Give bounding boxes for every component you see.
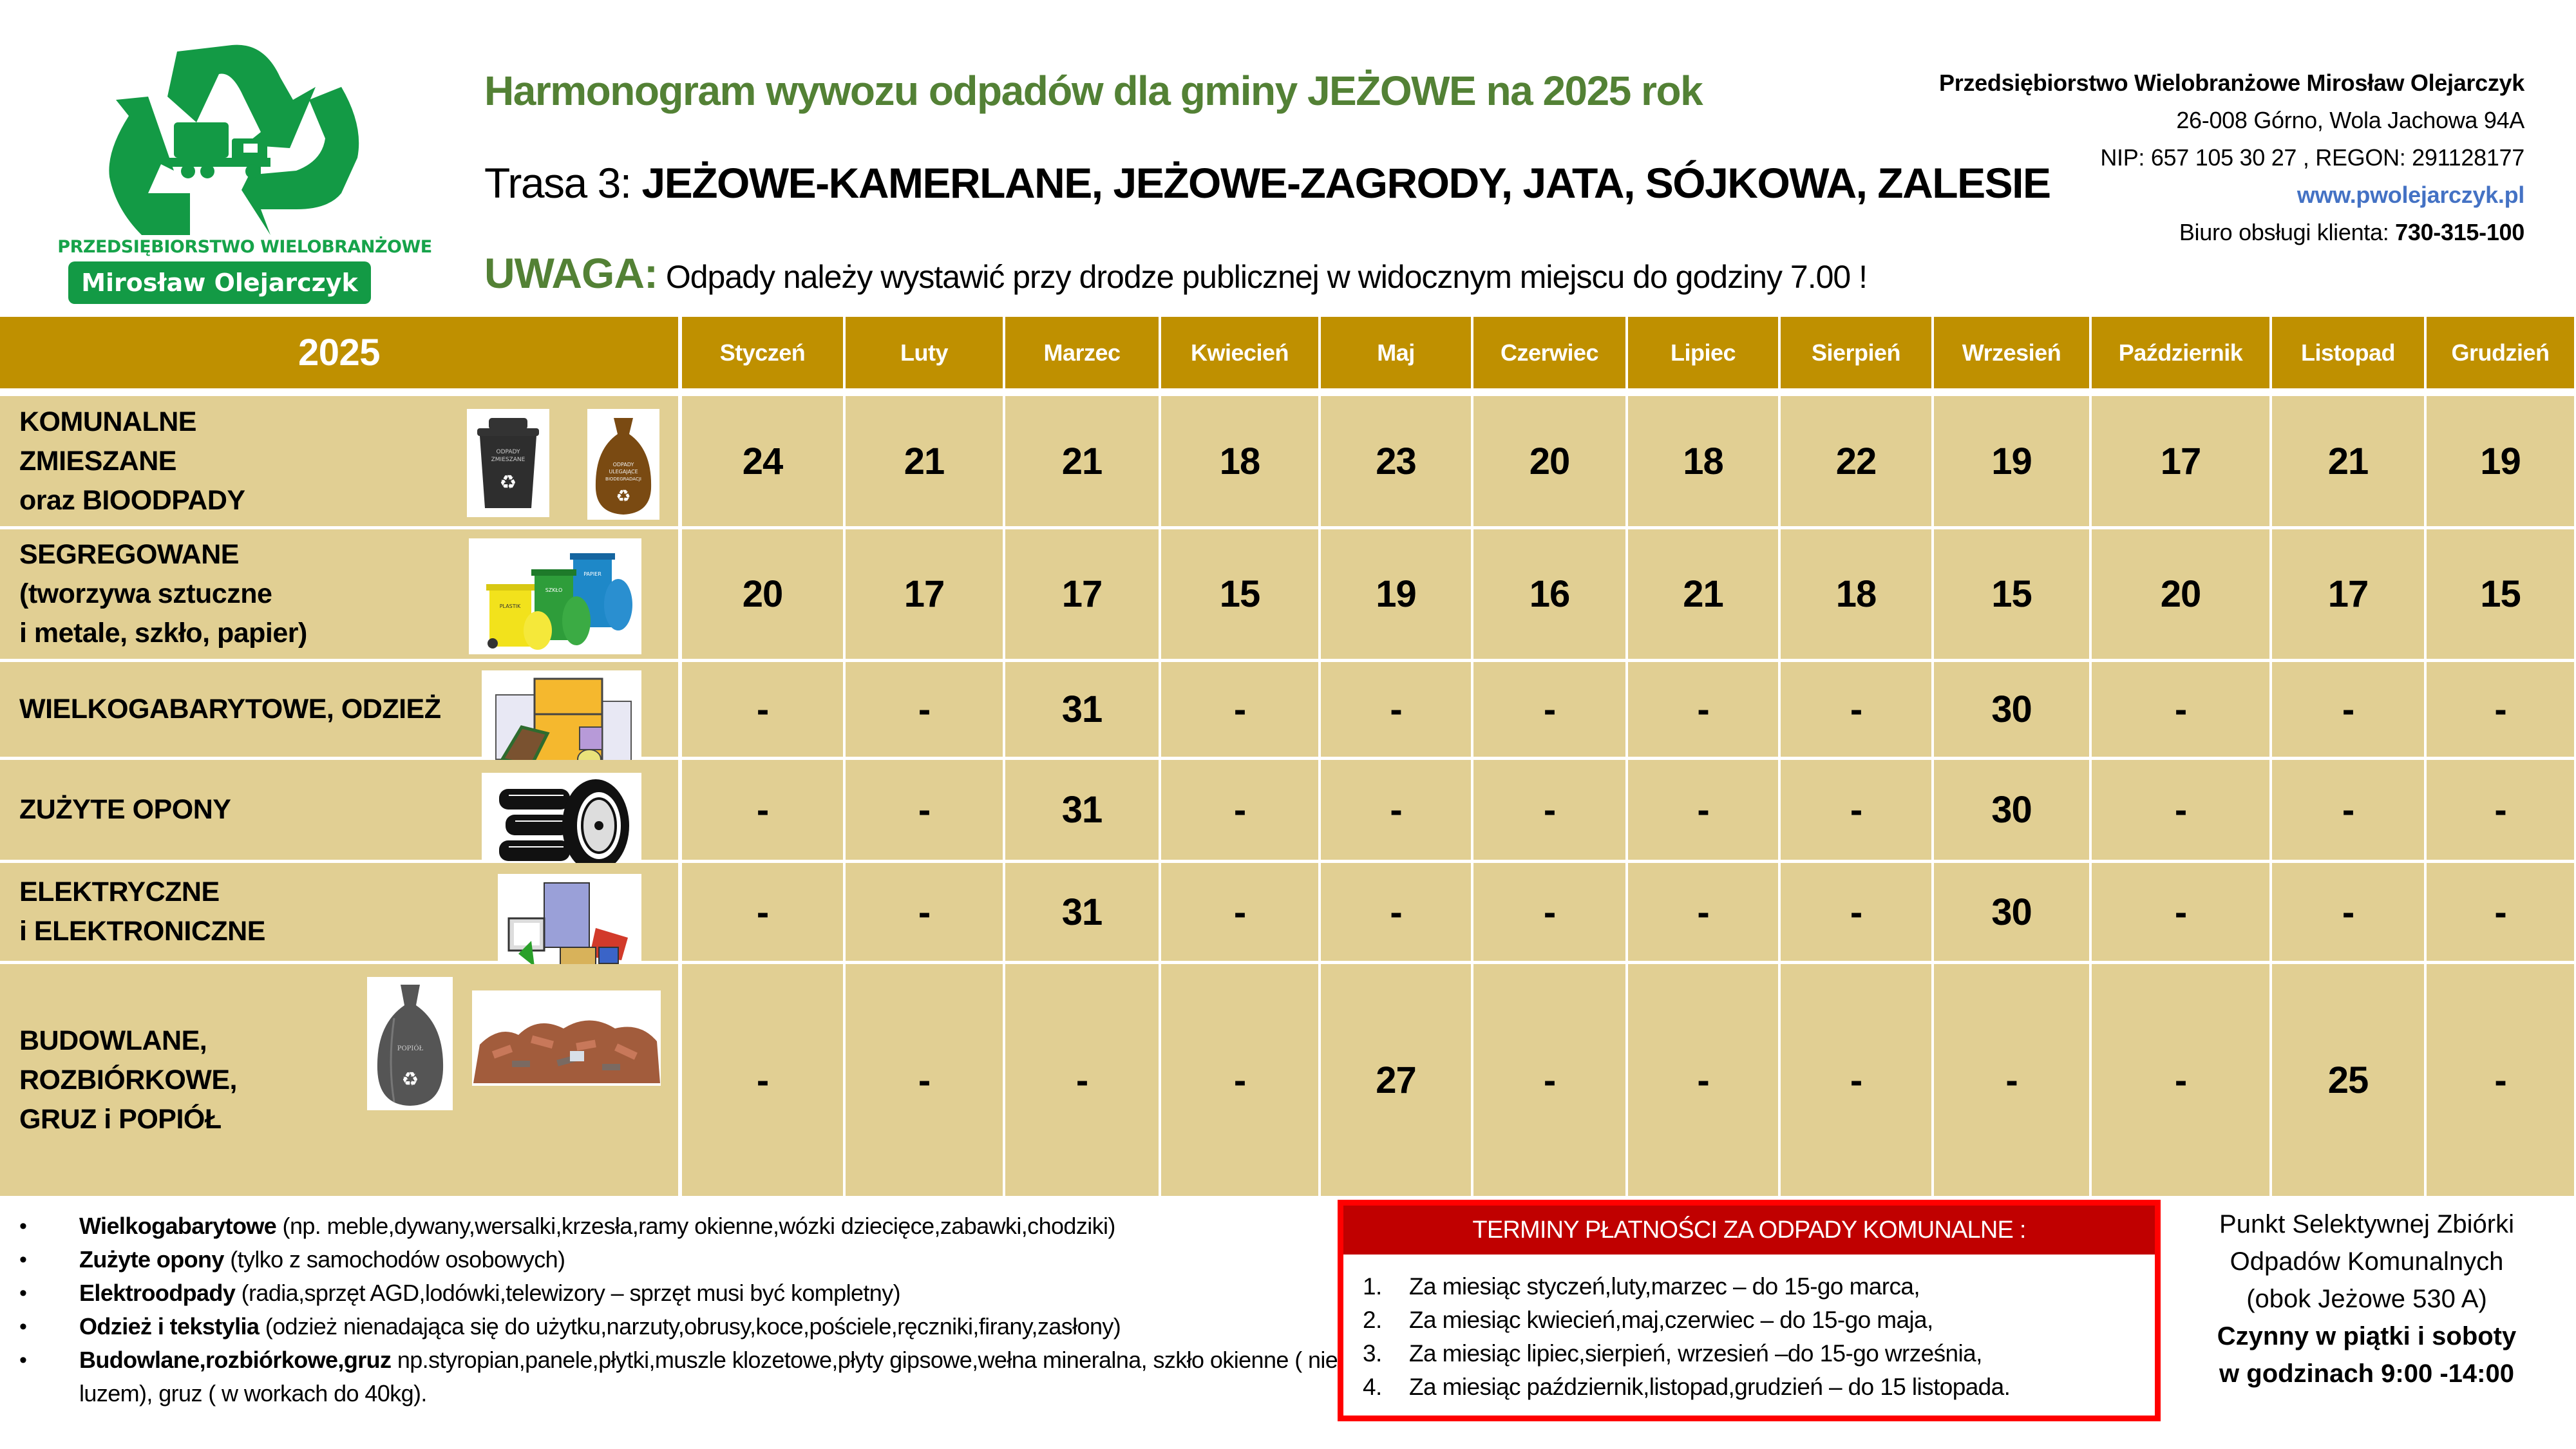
payment-deadline-item [1363,1270,2010,1303]
payment-item-number: 4. [1363,1374,1382,1400]
collection-date-cell: - [1781,760,1931,860]
collection-date-cell: 21 [2272,396,2424,526]
collection-date-cell: - [1628,662,1778,757]
pszok-line1: Punkt Selektywnej Zbiórki [2219,1210,2514,1238]
recycling-truck-icon [39,26,451,238]
collection-date-cell: - [1473,964,1625,1196]
collection-date-cell: 15 [2427,529,2574,659]
collection-date-cell: - [1628,760,1778,860]
waste-type-cell [0,529,678,659]
collection-date-cell: - [1161,964,1318,1196]
collection-date-cell: 20 [1473,396,1625,526]
collection-date-cell: 31 [1005,760,1159,860]
month-header: Wrzesień [1934,317,2089,388]
table-header-row [0,317,2575,388]
svg-text:ODPADY: ODPADY [496,449,520,455]
collection-date-cell: - [1628,964,1778,1196]
month-header: Lipiec [1628,317,1778,388]
collection-date-cell: - [846,760,1003,860]
waste-type-label: KOMUNALNE ZMIESZANE oraz BIOODPADY [19,406,245,516]
collection-date-cell: - [1005,964,1159,1196]
waste-type-cell [0,760,678,860]
month-header: Styczeń [682,317,843,388]
month-header: Czerwiec [1473,317,1625,388]
collection-date-cell: - [2272,863,2424,961]
notice-text: Odpady należy wystawić przy drodze publicznej w widocznym miejscu do godziny 7.00 ! [657,259,1867,295]
phone-number: 730-315-100 [2395,219,2524,245]
month-header: Grudzień [2427,317,2574,388]
collection-date-cell: - [1473,662,1625,757]
waste-notes-list [19,1209,1354,1410]
collection-date-cell: 18 [1781,529,1931,659]
month-header: Maj [1321,317,1471,388]
payment-item-text: Za miesiąc styczeń,luty,marzec – do 15-go marca, [1409,1273,1920,1300]
collection-date-cell: 17 [2092,396,2269,526]
table-row [0,396,2575,526]
collection-date-cell: 19 [1321,529,1471,659]
collection-date-cell: 30 [1934,662,2089,757]
collection-date-cell: - [2427,863,2574,961]
note-item [19,1209,1354,1243]
bio-waste-bag-icon [587,409,659,520]
year-header: 2025 [0,317,678,388]
note-description: np.styropian,panele,płytki,muszle klozetowe,płyty gipsowe,wełna mineralna, szkło okienne ( nie luzem), gruz ( w workach do 40kg). [79,1347,1338,1406]
collection-date-cell: 18 [1628,396,1778,526]
collection-date-cell: 18 [1161,396,1318,526]
notice-line [484,249,1867,298]
collection-date-cell: 24 [682,396,843,526]
electronics-icon [498,874,641,975]
company-phone-line [1939,214,2524,251]
pszok-info [2161,1206,2573,1392]
collection-date-cell: - [1473,863,1625,961]
svg-text:PLASTIK: PLASTIK [499,603,520,609]
collection-date-cell: - [1321,760,1471,860]
collection-date-cell: 27 [1321,964,1471,1196]
collection-date-cell: 15 [1161,529,1318,659]
note-term: Wielkogabarytowe [79,1213,277,1239]
note-term: Odzież i tekstylia [79,1313,260,1340]
waste-type-label: ELEKTRYCZNE i ELEKTRONICZNE [19,876,265,947]
collection-date-cell: - [2092,662,2269,757]
payment-deadlines-list [1363,1270,2010,1404]
collection-date-cell: - [1781,662,1931,757]
payment-deadline-item [1363,1337,2010,1370]
rubble-icon [472,990,661,1086]
table-row [0,529,2575,659]
collection-date-cell: 20 [2092,529,2269,659]
payment-item-text: Za miesiąc kwiecień,maj,czerwiec – do 15-go maja, [1409,1307,1933,1333]
bulky-waste-icon [482,670,641,773]
svg-text:BIODEGRADACJI: BIODEGRADACJI [605,476,641,482]
collection-date-cell: - [2272,662,2424,757]
note-description: (odzież nienadająca się do użytku,narzuty,obrusy,koce,pościele,ręczniki,firany,zasłony) [259,1313,1121,1340]
note-term: Budowlane,rozbiórkowe,gruz [79,1347,392,1373]
note-item [19,1310,1354,1343]
collection-date-cell: - [2272,760,2424,860]
month-header: Luty [846,317,1003,388]
collection-date-cell: 16 [1473,529,1625,659]
svg-text:SZKŁO: SZKŁO [545,587,562,593]
month-header: Kwiecień [1161,317,1318,388]
collection-date-cell: - [2092,863,2269,961]
collection-date-cell: - [1628,863,1778,961]
note-term: Zużyte opony [79,1246,224,1273]
collection-date-cell: - [1473,760,1625,860]
svg-text:♻: ♻ [499,472,517,493]
payment-deadlines-box [1338,1200,2161,1421]
collection-date-cell: 30 [1934,863,2089,961]
waste-type-cell [0,964,678,1196]
collection-date-cell: 19 [2427,396,2574,526]
payment-item-number: 2. [1363,1307,1382,1333]
collection-date-cell: - [682,662,843,757]
payment-deadlines-title: TERMINY PŁATNOŚCI ZA ODPADY KOMUNALNE : [1343,1206,2155,1255]
collection-date-cell: 30 [1934,760,2089,860]
company-website-link[interactable]: www.pwolejarczyk.pl [2297,182,2524,208]
note-description: (tylko z samochodów osobowych) [223,1246,565,1273]
waste-type-cell [0,863,678,961]
collection-date-cell: - [1781,863,1931,961]
company-logo [39,26,432,309]
waste-type-label: BUDOWLANE, ROZBIÓRKOWE, GRUZ i POPIÓŁ [19,1025,237,1135]
note-item [19,1343,1354,1410]
collection-date-cell: 25 [2272,964,2424,1196]
table-row [0,760,2575,860]
collection-date-cell: 31 [1005,863,1159,961]
collection-date-cell: - [1161,863,1318,961]
pszok-address: (obok Jeżowe 530 A) [2246,1285,2487,1313]
collection-date-cell: 21 [846,396,1003,526]
waste-type-label: ZUŻYTE OPONY [19,794,231,825]
month-header: Marzec [1005,317,1159,388]
note-item [19,1276,1354,1310]
waste-type-label: SEGREGOWANE (tworzywa sztuczne i metale, szkło, papier) [19,539,307,649]
waste-type-cell [0,662,678,757]
notice-label: UWAGA: [484,249,658,297]
collection-date-cell: - [2427,760,2574,860]
page-title: Harmonogram wywozu odpadów dla gminy JEŻOWE na 2025 rok [484,68,1703,114]
route-names: JEŻOWE-KAMERLANE, JEŻOWE-ZAGRODY, JATA, SÓJKOWA, ZALESIE [641,159,2050,207]
company-ids: NIP: 657 105 30 27 , REGON: 291128177 [2100,144,2524,171]
collection-date-cell: - [1781,964,1931,1196]
svg-text:♻: ♻ [401,1068,419,1090]
collection-date-cell: - [1161,662,1318,757]
collection-date-cell: 31 [1005,662,1159,757]
pszok-hours-text: w godzinach 9:00 -14:00 [2219,1359,2514,1388]
svg-text:♻: ♻ [616,486,631,506]
collection-date-cell: - [682,760,843,860]
note-item [19,1243,1354,1276]
collection-date-cell: - [846,662,1003,757]
pszok-line2: Odpadów Komunalnych [2230,1247,2504,1276]
collection-date-cell: - [682,863,843,961]
svg-text:PAPIER: PAPIER [583,571,601,577]
collection-date-cell: - [2092,760,2269,860]
table-row [0,662,2575,757]
company-name: Przedsiębiorstwo Wielobranżowe Mirosław Olejarczyk [1939,70,2524,96]
collection-date-cell: - [2427,964,2574,1196]
segregated-bins-icon [469,538,641,654]
collection-date-cell: - [1161,760,1318,860]
month-header: Sierpień [1781,317,1931,388]
company-info [1939,64,2524,251]
note-description: (np. meble,dywany,wersalki,krzesła,ramy okienne,wózki dziecięce,zabawki,chodziki) [276,1213,1115,1239]
payment-deadline-item [1363,1370,2010,1404]
collection-date-cell: - [1321,863,1471,961]
collection-date-cell: - [2092,964,2269,1196]
collection-date-cell: 19 [1934,396,2089,526]
collection-date-cell: 15 [1934,529,2089,659]
route-prefix: Trasa 3: [484,159,642,207]
pszok-days [2161,1318,2573,1355]
month-header: Listopad [2272,317,2424,388]
logo-company-type: PRZEDSIĘBIORSTWO WIELOBRANŻOWE [57,237,432,257]
collection-date-cell: - [846,964,1003,1196]
collection-date-cell: 20 [682,529,843,659]
collection-date-cell: - [1321,662,1471,757]
collection-date-cell: 21 [1005,396,1159,526]
phone-label: Biuro obsługi klienta: [2179,219,2396,245]
pszok-hours [2161,1355,2573,1392]
pszok-days-text: Czynny w piątki i soboty [2217,1322,2517,1350]
month-header: Październik [2092,317,2269,388]
payment-deadline-item [1363,1303,2010,1337]
collection-date-cell: 17 [1005,529,1159,659]
collection-date-cell: - [846,863,1003,961]
route-line [484,158,2050,207]
note-term: Elektroodpady [79,1280,236,1306]
collection-date-cell: 23 [1321,396,1471,526]
collection-date-cell: 21 [1628,529,1778,659]
collection-date-cell: 17 [2272,529,2424,659]
svg-text:ODPADY: ODPADY [612,461,634,468]
collection-date-cell: 22 [1781,396,1931,526]
collection-date-cell: - [2427,662,2574,757]
waste-type-label: WIELKOGABARYTOWE, ODZIEŻ [19,694,441,724]
table-row [0,964,2575,1196]
collection-date-cell: - [682,964,843,1196]
svg-text:ZMIESZANE: ZMIESZANE [491,457,526,463]
collection-date-cell: 17 [846,529,1003,659]
logo-owner-name: Mirosław Olejarczyk [68,261,371,304]
payment-item-number: 1. [1363,1273,1382,1300]
collection-date-cell: - [1934,964,2089,1196]
svg-text:ULEGAJĄCE: ULEGAJĄCE [609,468,638,475]
payment-item-text: Za miesiąc lipiec,sierpień, wrzesień –do 15-go września, [1409,1340,1982,1367]
svg-text:POPIÓŁ: POPIÓŁ [397,1045,423,1052]
payment-item-number: 3. [1363,1340,1382,1367]
mixed-waste-bin-icon [467,409,549,517]
waste-type-cell [0,396,678,526]
note-description: (radia,sprzęt AGD,lodówki,telewizory – sprzęt musi być kompletny) [235,1280,901,1306]
ash-bag-icon [367,977,453,1110]
table-row [0,863,2575,961]
company-address: 26-008 Górno, Wola Jachowa 94A [2176,107,2524,133]
payment-item-text: Za miesiąc październik,listopad,grudzień – do 15 listopada. [1409,1374,2011,1400]
